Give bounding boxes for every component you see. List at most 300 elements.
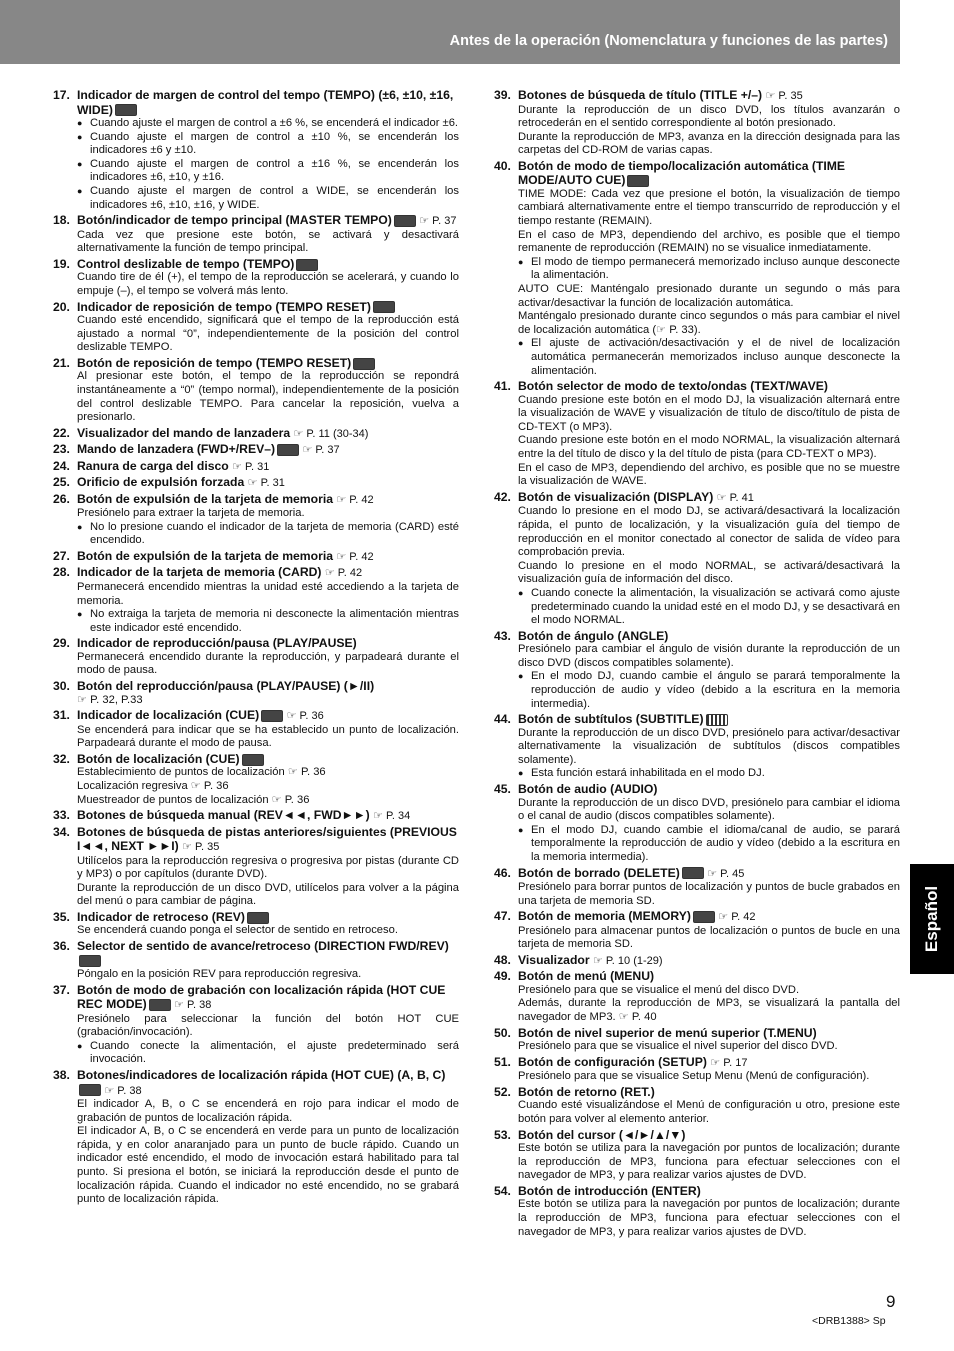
page-reference: ☞ P. 31	[232, 460, 270, 473]
item-description: Cuando lo presione en el modo NORMAL, se activará/desactivará la visualización guía de información del disco.	[518, 559, 900, 586]
item-title-block	[518, 909, 900, 925]
item-number: 52.	[494, 1084, 511, 1099]
item-description: Cuando esté encendido, significará que el tempo de la reproducción está ajustado a normal “0”, independientemente de la posición del control deslizable TEMPO.	[77, 314, 459, 354]
item-title: Indicador de margen de control del tempo (TEMPO) (±6, ±10, ±16, WIDE)	[77, 88, 454, 117]
item-title-block	[77, 356, 459, 371]
item-title: Botón de memoria (MEMORY)	[518, 909, 691, 924]
item-title-block	[77, 475, 459, 491]
item-title: Indicador de la tarjeta de memoria (CARD)	[77, 565, 322, 580]
item-title: Visualizador	[518, 952, 590, 967]
bullet-icon: ●	[77, 118, 83, 128]
item-number: 31.	[53, 708, 70, 723]
item-title: Botón de ángulo (ANGLE)	[518, 628, 669, 643]
item-description: Permanecerá encendido mientras la unidad esté accediendo a la tarjeta de memoria.	[77, 580, 459, 607]
dj-mode-icon	[115, 104, 137, 116]
page-reference: ☞ P. 35	[765, 90, 803, 102]
right-column	[494, 88, 900, 1240]
item-title: Indicador de reproducción/pausa (PLAY/PAUSE)	[77, 636, 357, 651]
list-item	[53, 257, 459, 299]
item-description: Presiónelo para borrar puntos de localización y puntos de bucle grabados en una tarjeta de memoria SD.	[518, 881, 900, 907]
item-heading	[53, 356, 459, 371]
item-number: 39.	[494, 88, 511, 102]
page-reference: ☞ P. 37	[302, 444, 340, 457]
item-number: 36.	[53, 939, 70, 954]
item-title-block	[518, 1026, 900, 1041]
item-heading	[53, 426, 459, 442]
item-title: Botón de expulsión de la tarjeta de memoria	[77, 548, 333, 563]
list-item	[494, 88, 900, 158]
page-reference: ☞ P. 34	[373, 810, 411, 823]
list-item	[494, 712, 900, 781]
item-title-block	[77, 565, 459, 581]
dj-mode-icon	[247, 912, 269, 924]
list-item	[494, 782, 900, 864]
list-item	[53, 1068, 459, 1207]
bullet-icon: ●	[518, 671, 524, 682]
bullet-icon: ●	[77, 131, 83, 142]
item-title: Botón de audio (AUDIO)	[518, 782, 658, 797]
item-description: Este botón se utiliza para la navegación por puntos de localización; durante la reproducción de MP3, funciona para efectuar selecciones con el navegador de MP3, y para realizar varios ajustes de DVD.	[518, 1142, 900, 1182]
list-item	[494, 909, 900, 952]
item-title-block	[77, 636, 459, 651]
item-number: 32.	[53, 751, 70, 766]
item-title: Botón/indicador de tempo principal (MASTER TEMPO)	[77, 213, 392, 228]
item-title: Botón del cursor (◄/►/▲/▼)	[518, 1127, 686, 1142]
item-title-block	[77, 983, 459, 1013]
list-item	[494, 159, 900, 378]
item-number: 40.	[494, 158, 511, 173]
item-heading	[494, 1128, 900, 1143]
item-heading	[494, 490, 900, 506]
item-heading	[494, 1184, 900, 1199]
item-heading	[53, 88, 459, 117]
bullet-text: Cuando ajuste el margen de control a ±10 %, se encenderán los indicadores ±6 y ±10.	[90, 130, 459, 157]
item-title: Botones de búsqueda de título (TITLE +/–)	[518, 88, 763, 102]
item-heading	[494, 712, 900, 727]
list-item	[53, 808, 459, 824]
dj-mode-icon	[353, 358, 375, 370]
item-number: 43.	[494, 628, 511, 643]
item-number: 25.	[53, 475, 70, 490]
item-description: Presiónelo para extraer la tarjeta de memoria.	[77, 507, 305, 520]
item-heading	[53, 983, 459, 1013]
item-number: 44.	[494, 712, 511, 727]
item-number: 45.	[494, 782, 511, 797]
bullet-text: Cuando conecte la alimentación, el ajuste predeterminado será invocación.	[90, 1039, 459, 1066]
bullet-text: Cuando conecte la alimentación, la visualización se activará como ajuste predeterminado cuando la unidad esté en el modo DJ, y se desactivará en el modo NORMAL.	[531, 586, 900, 627]
bullet-item	[53, 117, 459, 131]
item-description: Durante la reproducción de un disco DVD, los títulos avanzarán o retrocederán en el sentido correspondiente al botón presionado.	[518, 103, 900, 130]
list-item	[53, 88, 459, 212]
item-title-block	[77, 679, 459, 694]
bullet-item	[53, 185, 459, 212]
item-description: TIME MODE: Cada vez que presione el botón, la visualización de tiempo cambiará alternativamente entre el tiempo transcurrido de reproducción y el tiempo restante (REMAIN).	[518, 187, 900, 228]
item-description: Cuando presione este botón en el modo DJ, la visualización alternará entre la visualización de WAVE y visualización de título de disco/título de pista de CD-TEXT (o MP3).	[518, 393, 900, 433]
list-item	[53, 983, 459, 1067]
item-number: 46.	[494, 865, 511, 880]
dj-mode-icon	[149, 999, 171, 1011]
item-heading	[53, 679, 459, 694]
item-number: 21.	[53, 355, 70, 370]
item-description: Presiónelo para almacenar puntos de localización o puntos de bucle en una tarjeta de memoria SD.	[518, 924, 900, 951]
item-heading	[494, 379, 900, 394]
item-description: Durante la reproducción de un disco DVD, presiónelo para activar/desactivar alternativamente la visualización de subtítulos (discos compatibles solamente).	[518, 726, 900, 766]
item-number: 23.	[53, 442, 70, 457]
list-item	[53, 300, 459, 355]
bullet-item	[53, 608, 459, 635]
item-description: ☞ P. 32, P.33	[77, 693, 143, 706]
item-description: En el caso de MP3, dependiendo del archivo, es posible que el tiempo remanente de reproducción (REMAIN) no se visualice inmediatamente.	[518, 228, 900, 255]
list-item	[494, 866, 900, 909]
item-number: 38.	[53, 1068, 70, 1083]
item-heading	[53, 565, 459, 581]
item-description: Localización regresiva ☞ P. 36	[77, 779, 229, 792]
item-heading	[494, 782, 900, 797]
item-title-block	[518, 379, 900, 394]
language-tab-label: Español	[922, 885, 941, 953]
page-number: 9	[886, 1292, 896, 1311]
item-heading	[494, 953, 900, 969]
bullet-icon: ●	[518, 256, 524, 267]
item-heading	[53, 939, 459, 968]
item-title-block	[77, 825, 459, 855]
item-number: 33.	[53, 808, 70, 823]
item-number: 54.	[494, 1183, 511, 1198]
item-heading	[53, 1068, 459, 1098]
item-description: Permanecerá encendido durante la reproducción, y parpadeará durante el modo de pausa.	[77, 650, 459, 677]
item-heading	[53, 636, 459, 651]
item-heading	[494, 1026, 900, 1041]
item-title-block	[518, 1085, 900, 1100]
list-item	[494, 1184, 900, 1239]
list-item	[53, 752, 459, 807]
list-item	[53, 356, 459, 425]
list-item	[53, 708, 459, 751]
item-title: Botón de expulsión de la tarjeta de memoria	[77, 491, 333, 506]
item-title: Control deslizable de tempo (TEMPO)	[77, 256, 295, 271]
bullet-item	[494, 587, 900, 628]
item-title: Botón de introducción (ENTER)	[518, 1183, 701, 1198]
bullet-icon: ●	[518, 338, 524, 349]
bullet-text: El modo de tiempo permanecerá memorizado incluso aunque desconecte la alimentación.	[531, 255, 900, 282]
item-heading	[53, 910, 459, 925]
item-number: 22.	[53, 425, 70, 440]
item-description: Presiónelo para cambiar el ángulo de visión durante la reproducción de un disco DVD (discos compatibles solamente).	[518, 643, 900, 669]
list-item	[53, 636, 459, 678]
dj-mode-icon	[277, 444, 299, 456]
bullet-text: Cuando ajuste el margen de control a ±6 %, se encenderá el indicador ±6.	[90, 117, 459, 129]
bullet-item	[494, 767, 900, 781]
list-item	[53, 565, 459, 635]
item-heading	[53, 442, 459, 458]
bullet-item	[494, 256, 900, 283]
item-number: 28.	[53, 565, 70, 580]
item-heading	[53, 300, 459, 315]
item-heading	[494, 629, 900, 644]
item-number: 37.	[53, 982, 70, 997]
list-item	[494, 490, 900, 628]
list-item	[494, 1085, 900, 1127]
item-description: Cuando presione este botón en el modo NORMAL, la visualización alternará entre la del título de disco y la del título de pista (para CD-TEXT o MP3).	[518, 434, 900, 461]
page-reference: ☞ P. 37	[419, 215, 457, 228]
list-item	[53, 825, 459, 909]
item-heading	[53, 708, 459, 724]
list-item	[53, 459, 459, 475]
dj-mode-icon	[79, 1084, 101, 1096]
bullet-item	[494, 824, 900, 865]
item-number: 27.	[53, 548, 70, 563]
item-title: Indicador de localización (CUE)	[77, 708, 260, 723]
page-reference: ☞ P. 38	[104, 1084, 142, 1097]
item-number: 24.	[53, 458, 70, 473]
bullet-icon: ●	[518, 587, 524, 598]
item-description: Presiónelo para que se visualice el nivel superior del disco DVD.	[518, 1040, 838, 1053]
item-description: Establecimiento de puntos de localización ☞ P. 36	[77, 766, 326, 779]
page-reference: ☞ P. 11 (30-34)	[293, 427, 369, 440]
item-title: Botones de búsqueda de pistas anteriores/siguientes (PREVIOUS I◄◄, NEXT ►►I)	[77, 824, 457, 854]
dj-mode-icon	[373, 301, 395, 313]
item-title-block	[77, 492, 459, 508]
item-description: Se encenderá para indicar que se ha establecido un punto de localización. Parpadeará durante el modo de pausa.	[77, 723, 459, 750]
list-item	[53, 910, 459, 938]
bullet-text: Esta función estará inhabilitada en el modo DJ.	[531, 767, 765, 780]
item-description: El indicador A, B, o C se encenderá en verde para un punto de localización rápida, y en color anaranjado para un punto de bucle rápido. Cuando un indicador esté encendido, el modo de invocación estará habilitado para tal punto. Si presiona el botón, se iniciará la reproducción desde el punto de localización rápida. Cuando el indicador no esté encendido, no se grabará punto de localización rápida.	[77, 1125, 459, 1206]
item-heading	[494, 1085, 900, 1100]
bullet-item	[53, 158, 459, 185]
item-description: AUTO CUE: Manténgalo presionado durante un segundo o más para activar/desactivar la función de localización automática.	[518, 283, 900, 309]
bullet-item	[494, 670, 900, 711]
page-reference: ☞ P. 42	[718, 911, 756, 924]
item-description: Durante la reproducción de MP3, avanza en la dirección designada para las carpetas del CD-ROM de varias capas.	[518, 130, 900, 157]
page-reference: ☞ P. 42	[324, 567, 363, 580]
item-description: Utilícelos para la reproducción regresiva o progresiva por pistas (durante CD y MP3) o por capítulos (durante DVD).	[77, 854, 459, 881]
list-item	[53, 939, 459, 982]
item-title: Botón de localización (CUE)	[77, 751, 240, 766]
page-reference: ☞ P. 41	[716, 491, 754, 504]
item-description: Cuando tire de él (+), el tempo de la reproducción se acelerará, y cuando lo empuje (–), el tempo se volverá más lento.	[77, 271, 459, 297]
left-column	[53, 88, 459, 1208]
item-title-block	[77, 426, 459, 442]
item-heading	[494, 1055, 900, 1071]
bullet-text: No extraiga la tarjeta de memoria ni desconecte la alimentación mientras este indicador esté encendido.	[90, 608, 459, 634]
item-description: Además, durante la reproducción de MP3, se visualizará la pantalla del navegador de MP3. ☞ P. 40	[518, 997, 900, 1024]
item-number: 48.	[494, 952, 511, 967]
item-heading	[53, 492, 459, 508]
list-item	[53, 475, 459, 491]
item-description: Presiónelo para que se visualice Setup Menu (Menú de configuración).	[518, 1070, 870, 1083]
item-title-block	[518, 712, 900, 727]
item-heading	[494, 866, 900, 882]
item-title-block	[518, 1055, 900, 1071]
list-item	[494, 629, 900, 711]
item-title-block	[518, 88, 900, 104]
item-title: Indicador de reposición de tempo (TEMPO RESET)	[77, 299, 371, 314]
dj-mode-icon	[79, 955, 101, 967]
item-title-block	[518, 866, 900, 882]
item-description: Durante la reproducción de un disco DVD, utilícelos para volver a la página del menú o para cambiar de página.	[77, 881, 459, 908]
item-title: Botón del reproducción/pausa (PLAY/PAUSE) (►/II)	[77, 679, 375, 694]
bullet-text: En el modo DJ, cuando cambie el idioma/canal de audio, se parará temporalmente la reproducción de audio y vídeo (debido a la escritura en la memoria intermedia).	[531, 823, 900, 863]
list-item	[53, 426, 459, 442]
item-number: 20.	[53, 299, 70, 314]
item-title: Botón de menú (MENU)	[518, 969, 655, 984]
item-heading	[494, 88, 900, 104]
dj-mode-icon	[682, 867, 704, 879]
item-title-block	[77, 442, 459, 458]
item-description: Manténgalo presionado durante cinco segundos o más para cambiar el nivel de localización automática (☞ P. 33).	[518, 310, 900, 336]
item-heading	[494, 969, 900, 984]
bullet-icon: ●	[518, 824, 524, 835]
page-reference: ☞ P. 45	[707, 867, 745, 880]
item-heading	[494, 159, 900, 188]
item-heading	[53, 808, 459, 824]
item-description: Durante la reproducción de un disco DVD, presiónelo para cambiar el idioma o el canal de audio (discos compatibles solamente).	[518, 796, 900, 823]
item-number: 51.	[494, 1054, 511, 1069]
bullet-text: En el modo DJ, cuando cambie el ángulo se parará temporalmente la reproducción de audio y vídeo (debido a la escritura en la memoria intermedia).	[531, 670, 900, 710]
item-number: 30.	[53, 679, 70, 694]
item-number: 41.	[494, 379, 511, 394]
item-number: 19.	[53, 256, 70, 271]
bullet-icon: ●	[77, 1040, 83, 1051]
page-reference: ☞ P. 42	[336, 493, 374, 506]
item-title: Indicador de retroceso (REV)	[77, 909, 245, 924]
item-heading	[53, 459, 459, 475]
item-number: 34.	[53, 824, 70, 839]
page-reference: ☞ P. 17	[710, 1056, 748, 1069]
page-reference: ☞ P. 35	[182, 841, 220, 854]
bullet-text: Cuando ajuste el margen de control a ±16 %, se encenderán los indicadores ±6, ±10, y ±16.	[90, 157, 459, 184]
item-description: Presiónelo para seleccionar la función del botón HOT CUE (grabación/invocación).	[77, 1012, 459, 1039]
item-heading	[53, 475, 459, 491]
item-title-block	[518, 629, 900, 644]
bullet-item	[53, 521, 459, 548]
item-title: Orificio de expulsión forzada	[77, 475, 245, 490]
item-title-block	[77, 300, 459, 315]
bullet-item	[53, 131, 459, 158]
item-number: 17.	[53, 88, 70, 102]
dvd-mode-icon	[706, 714, 728, 726]
bullet-item	[53, 1040, 459, 1067]
item-description: Cuando esté visualizándose el Menú de configuración u otro, presione este botón para volver al elemento anterior.	[518, 1099, 900, 1125]
list-item	[53, 442, 459, 458]
item-number: 35.	[53, 909, 70, 924]
item-title: Botón de retorno (RET.)	[518, 1084, 655, 1099]
bullet-icon: ●	[77, 158, 83, 169]
item-number: 29.	[53, 636, 70, 651]
dj-mode-icon	[693, 911, 715, 923]
list-item	[494, 969, 900, 1024]
item-number: 42.	[494, 489, 511, 504]
bullet-icon: ●	[518, 768, 524, 779]
footer-code: <DRB1388> Sp	[812, 1315, 886, 1327]
item-title: Botón de borrado (DELETE)	[518, 865, 680, 880]
item-title: Botón de nivel superior de menú superior (T.MENU)	[518, 1025, 817, 1040]
list-item	[53, 679, 459, 707]
page-reference: ☞ P. 42	[336, 550, 374, 563]
item-description: Cuando lo presione en el modo DJ, se activará/desactivará la localización rápida, el punto de localización, y la visualización guía del tiempo de reproducción en el monitor conectado al conector de salida de vídeo para comprobación previa.	[518, 505, 900, 559]
item-title: Botones de búsqueda manual (REV◄◄, FWD►►)	[77, 808, 370, 823]
item-number: 18.	[53, 213, 70, 228]
page-header	[0, 0, 900, 64]
item-description: Este botón se utiliza para la navegación por puntos de localización; durante la reproducción de MP3, funciona para efectuar selecciones con el navegador de MP3, y para realizar varios ajustes de DVD.	[518, 1198, 900, 1238]
item-number: 50.	[494, 1025, 511, 1040]
item-title-block	[518, 782, 900, 797]
item-heading	[53, 549, 459, 565]
item-title: Botón de subtítulos (SUBTITLE)	[518, 712, 704, 727]
item-title-block	[77, 808, 459, 824]
item-number: 49.	[494, 969, 511, 984]
bullet-item	[494, 337, 900, 378]
item-description: Se encenderá cuando ponga el selector de sentido en retroceso.	[77, 924, 398, 937]
item-description: Póngalo en la posición REV para reproducción regresiva.	[77, 968, 362, 981]
dj-mode-icon	[627, 175, 649, 187]
list-item	[53, 549, 459, 565]
item-description: El indicador A, B, o C se encenderá en rojo para indicar el modo de grabación de puntos de localización rápida.	[77, 1098, 459, 1124]
item-title: Botón de modo de grabación con localización rápida (HOT CUE REC MODE)	[77, 982, 446, 1012]
item-title: Botón de visualización (DISPLAY)	[518, 489, 714, 504]
item-title-block	[77, 549, 459, 565]
item-title: Visualizador del mando de lanzadera	[77, 425, 291, 440]
item-title-block	[77, 459, 459, 475]
list-item	[494, 953, 900, 969]
header-title: Antes de la operación (Nomenclatura y funciones de las partes)	[449, 33, 888, 49]
item-title: Botones/indicadores de localización rápida (HOT CUE) (A, B, C)	[77, 1068, 446, 1083]
item-title-block	[77, 1068, 459, 1098]
bullet-icon: ●	[77, 609, 83, 620]
item-heading	[494, 909, 900, 925]
item-title: Mando de lanzadera (FWD+/REV–)	[77, 442, 276, 457]
item-title: Botón de modo de tiempo/localización automática (TIME MODE/AUTO CUE)	[518, 158, 846, 188]
bullet-text: Cuando ajuste el margen de control a WIDE, se encenderán los indicadores ±6, ±10, ±16, y WIDE.	[90, 184, 459, 211]
item-description: Cada vez que presione este botón, se activará y desactivará alternativamente la función de tempo principal.	[77, 228, 459, 255]
item-title-block	[77, 752, 459, 767]
item-description: Muestreador de puntos de localización ☞ P. 36	[77, 793, 310, 806]
page-reference: ☞ P. 10 (1-29)	[592, 954, 663, 967]
item-number: 26.	[53, 491, 70, 506]
item-heading	[53, 752, 459, 767]
item-title: Botón de reposición de tempo (TEMPO RESET)	[77, 355, 352, 370]
language-tab	[910, 864, 954, 974]
list-item	[53, 213, 459, 256]
item-title-block	[77, 939, 459, 968]
item-title-block	[518, 490, 900, 506]
list-item	[494, 1055, 900, 1084]
page-reference: ☞ P. 38	[174, 999, 212, 1012]
item-title-block	[77, 257, 459, 272]
item-title-block	[77, 708, 459, 724]
bullet-text: El ajuste de activación/desactivación y el de nivel de localización automática permanecerán memorizados incluso aunque desconecte la alimentación.	[531, 337, 900, 377]
item-title: Ranura de carga del disco	[77, 458, 229, 473]
item-title-block	[518, 953, 900, 969]
item-heading	[53, 213, 459, 229]
item-title-block	[77, 910, 459, 925]
dj-mode-icon	[296, 259, 318, 271]
dj-mode-icon	[242, 754, 264, 766]
item-heading	[53, 825, 459, 855]
item-title: Botón selector de modo de texto/ondas (TEXT/WAVE)	[518, 379, 828, 394]
page-reference: ☞ P. 36	[286, 710, 324, 723]
item-description: En el caso de MP3, dependiendo del archivo, es posible que no se muestre la visualización de WAVE.	[518, 461, 900, 488]
bullet-icon: ●	[77, 185, 83, 196]
dj-mode-icon	[394, 215, 416, 227]
bullet-text: No lo presione cuando el indicador de la tarjeta de memoria (CARD) esté encendido.	[90, 520, 459, 547]
item-description: Al presionar este botón, el tempo de la reproducción se repondrá instantáneamente a “0” (tempo normal), independientemente de la posición del control deslizable TEMPO. Para cancelar la reposición, vuelva a presionarlo.	[77, 370, 459, 424]
item-title-block	[518, 159, 900, 188]
list-item	[494, 379, 900, 489]
list-item	[494, 1128, 900, 1183]
item-title-block	[518, 969, 900, 984]
list-item	[53, 492, 459, 548]
